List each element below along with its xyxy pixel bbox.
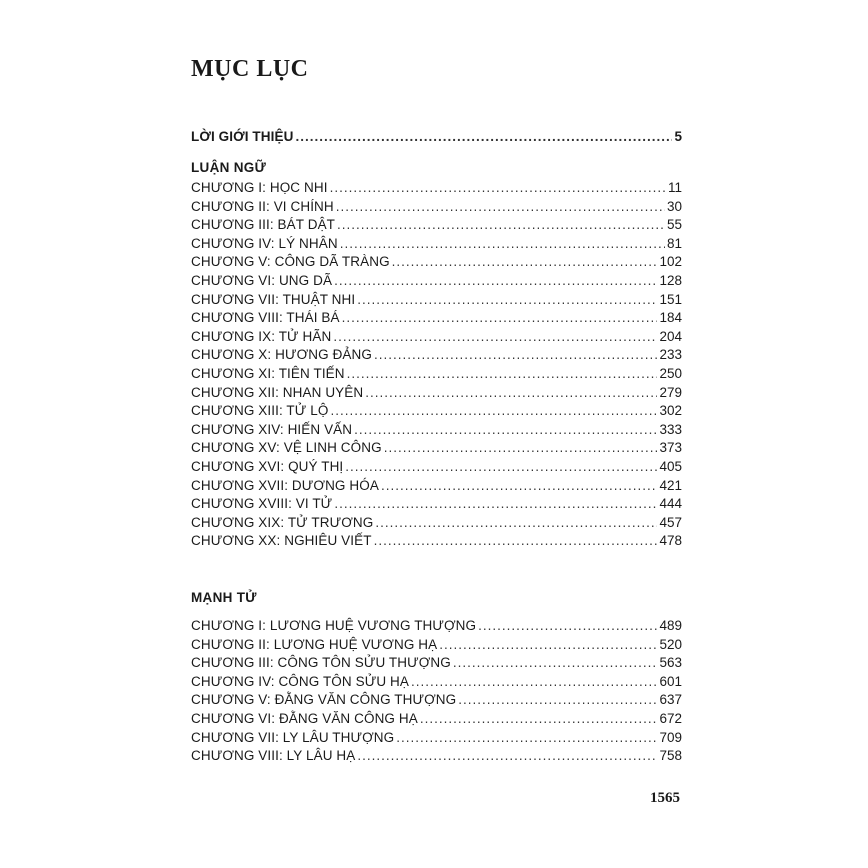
toc-entry-page: 204 xyxy=(659,328,682,344)
toc-entry xyxy=(191,477,682,495)
toc-entry xyxy=(191,747,682,765)
toc-entry-label: CHƯƠNG X: HƯƠNG ĐẢNG xyxy=(191,347,372,363)
dot-leader xyxy=(340,235,665,253)
dot-leader xyxy=(357,747,657,765)
dot-leader xyxy=(384,439,658,457)
toc-entry xyxy=(191,402,682,420)
toc-entry xyxy=(191,654,682,672)
toc-entry-page: 333 xyxy=(659,421,682,437)
toc-entry-page: 709 xyxy=(659,729,682,745)
toc-entry xyxy=(191,458,682,476)
toc-entry-page: 302 xyxy=(659,403,682,419)
dot-leader xyxy=(411,673,657,691)
toc-entry-page: 405 xyxy=(659,459,682,474)
toc-entry xyxy=(191,328,682,346)
toc-entry xyxy=(191,729,682,747)
toc-entry xyxy=(191,365,682,383)
toc-entry-page: 520 xyxy=(659,636,682,652)
toc-entry-label: CHƯƠNG XIII: TỬ LỘ xyxy=(191,403,329,419)
toc-entry-label: CHƯƠNG XIV: HIẾN VẤN xyxy=(191,421,353,437)
toc-entry xyxy=(191,617,682,635)
dot-leader xyxy=(342,309,658,327)
toc-entry-label: CHƯƠNG VII: LY LÂU THƯỢNG xyxy=(191,729,395,745)
toc-entry-page: 81 xyxy=(666,235,682,251)
dot-leader xyxy=(374,346,658,364)
toc-entry-label: CHƯƠNG XI: TIÊN TIẾN xyxy=(191,366,345,381)
page-number: 1565 xyxy=(650,790,680,806)
toc-entry-page: 457 xyxy=(659,514,682,530)
dot-leader xyxy=(420,710,658,728)
dot-leader xyxy=(354,421,657,439)
toc-entry xyxy=(191,253,682,271)
dot-leader xyxy=(330,179,666,197)
toc-entry-label: LỜI GIỚI THIỆU xyxy=(191,129,294,144)
toc-entry-page: 489 xyxy=(659,618,682,633)
toc-entry xyxy=(191,235,682,253)
toc-entry xyxy=(191,346,682,364)
toc-entry-label: CHƯƠNG XX: NGHIÊU VIẾT xyxy=(191,533,372,549)
toc-entry-label: CHƯƠNG IV: CÔNG TÔN SỬU HẠ xyxy=(191,673,409,689)
section-heading: MẠNH TỬ xyxy=(191,590,257,605)
toc-entry-page: 151 xyxy=(659,291,682,307)
dot-leader xyxy=(453,654,658,672)
toc-entry-page: 672 xyxy=(659,711,682,726)
toc-entry xyxy=(191,291,682,309)
toc-entry-label: CHƯƠNG XVIII: VI TỬ xyxy=(191,496,333,512)
dot-leader xyxy=(334,495,657,513)
toc-entry-label: CHƯƠNG VIII: LY LÂU HẠ xyxy=(191,748,356,764)
toc-entry-label: CHƯƠNG VI: UNG DÃ xyxy=(191,273,333,288)
dot-leader xyxy=(439,636,657,654)
toc-entry xyxy=(191,691,682,709)
dot-leader xyxy=(392,253,658,271)
toc-entry xyxy=(191,384,682,402)
toc-entry-label: CHƯƠNG XIX: TỬ TRƯƠNG xyxy=(191,514,374,530)
dot-leader xyxy=(374,532,658,550)
toc-entry-label: CHƯƠNG XII: NHAN UYÊN xyxy=(191,384,364,400)
page-title: MỤC LỤC xyxy=(191,56,309,82)
section-heading: LUẬN NGỮ xyxy=(191,160,267,175)
dot-leader xyxy=(365,384,657,402)
toc-entry-page: 421 xyxy=(659,477,682,493)
toc-entry xyxy=(191,179,682,197)
toc-entry-page: 128 xyxy=(659,273,682,288)
toc-entry-label: CHƯƠNG IX: TỬ HÃN xyxy=(191,328,332,344)
toc-entry-label: CHƯƠNG II: VI CHÍNH xyxy=(191,198,334,214)
toc-entry-label: CHƯƠNG V: CÔNG DÃ TRÀNG xyxy=(191,254,390,270)
dot-leader xyxy=(458,691,657,709)
dot-leader xyxy=(478,617,657,635)
toc-entry-page: 30 xyxy=(666,198,682,214)
dot-leader xyxy=(334,272,657,290)
toc-entry-page: 637 xyxy=(659,692,682,708)
dot-leader xyxy=(347,365,658,383)
toc-entry xyxy=(191,710,682,728)
toc-entry-page: 601 xyxy=(659,673,682,689)
toc-entry-label: CHƯƠNG IV: LÝ NHÂN xyxy=(191,235,338,251)
toc-entry-label: CHƯƠNG VII: THUẬT NHI xyxy=(191,291,356,307)
toc-entry xyxy=(191,421,682,439)
toc-entry-label: CHƯƠNG VIII: THÁI BÁ xyxy=(191,310,340,326)
toc-entry xyxy=(191,309,682,327)
dot-leader xyxy=(375,514,657,532)
dot-leader xyxy=(330,402,657,420)
toc-entry xyxy=(191,636,682,654)
toc-entry-page: 250 xyxy=(659,366,682,381)
toc-entry-page: 233 xyxy=(659,347,682,363)
toc-entry-page: 758 xyxy=(659,748,682,764)
toc-entry xyxy=(191,673,682,691)
dot-leader xyxy=(337,216,665,234)
toc-entry-page: 444 xyxy=(659,496,682,512)
toc-entry xyxy=(191,198,682,216)
toc-entry-page: 279 xyxy=(659,384,682,400)
toc-entry-label: CHƯƠNG VI: ĐẰNG VĂN CÔNG HẠ xyxy=(191,711,418,726)
dot-leader xyxy=(336,198,665,216)
toc-entry-page: 5 xyxy=(674,129,682,144)
toc-entry-label: CHƯƠNG XVI: QUÝ THỊ xyxy=(191,459,344,474)
toc-entry-page: 478 xyxy=(659,533,682,549)
toc-entry-page: 184 xyxy=(659,310,682,326)
toc-entry-label: CHƯƠNG V: ĐẰNG VĂN CÔNG THƯỢNG xyxy=(191,692,457,708)
toc-entry-label: CHƯƠNG XV: VỆ LINH CÔNG xyxy=(191,440,382,456)
toc-entry-page: 11 xyxy=(667,180,682,195)
toc-entry-label: CHƯƠNG II: LƯƠNG HUỆ VƯƠNG HẠ xyxy=(191,636,438,652)
toc-entry-label: CHƯƠNG III: CÔNG TÔN SỬU THƯỢNG xyxy=(191,655,451,671)
toc-entry-label: CHƯƠNG I: LƯƠNG HUỆ VƯƠNG THƯỢNG xyxy=(191,618,477,633)
toc-entry xyxy=(191,514,682,532)
toc-entry-page: 563 xyxy=(659,655,682,671)
toc-entry-intro xyxy=(191,128,682,146)
dot-leader xyxy=(381,477,658,495)
dot-leader xyxy=(345,458,657,476)
toc-entry xyxy=(191,272,682,290)
toc-entry xyxy=(191,495,682,513)
toc-entry xyxy=(191,532,682,550)
toc-entry-label: CHƯƠNG I: HỌC NHI xyxy=(191,180,328,195)
dot-leader xyxy=(357,291,657,309)
toc-entry-page: 102 xyxy=(659,254,682,270)
toc-entry xyxy=(191,216,682,234)
toc-entry-label: CHƯƠNG III: BÁT DẬT xyxy=(191,217,336,233)
dot-leader xyxy=(396,729,657,747)
toc-entry-label: CHƯƠNG XVII: DƯƠNG HÓA xyxy=(191,477,379,493)
toc-entry-page: 55 xyxy=(666,217,682,233)
toc-entry-page: 373 xyxy=(659,440,682,456)
dot-leader xyxy=(333,328,657,346)
dot-leader xyxy=(295,128,672,146)
toc-entry xyxy=(191,439,682,457)
